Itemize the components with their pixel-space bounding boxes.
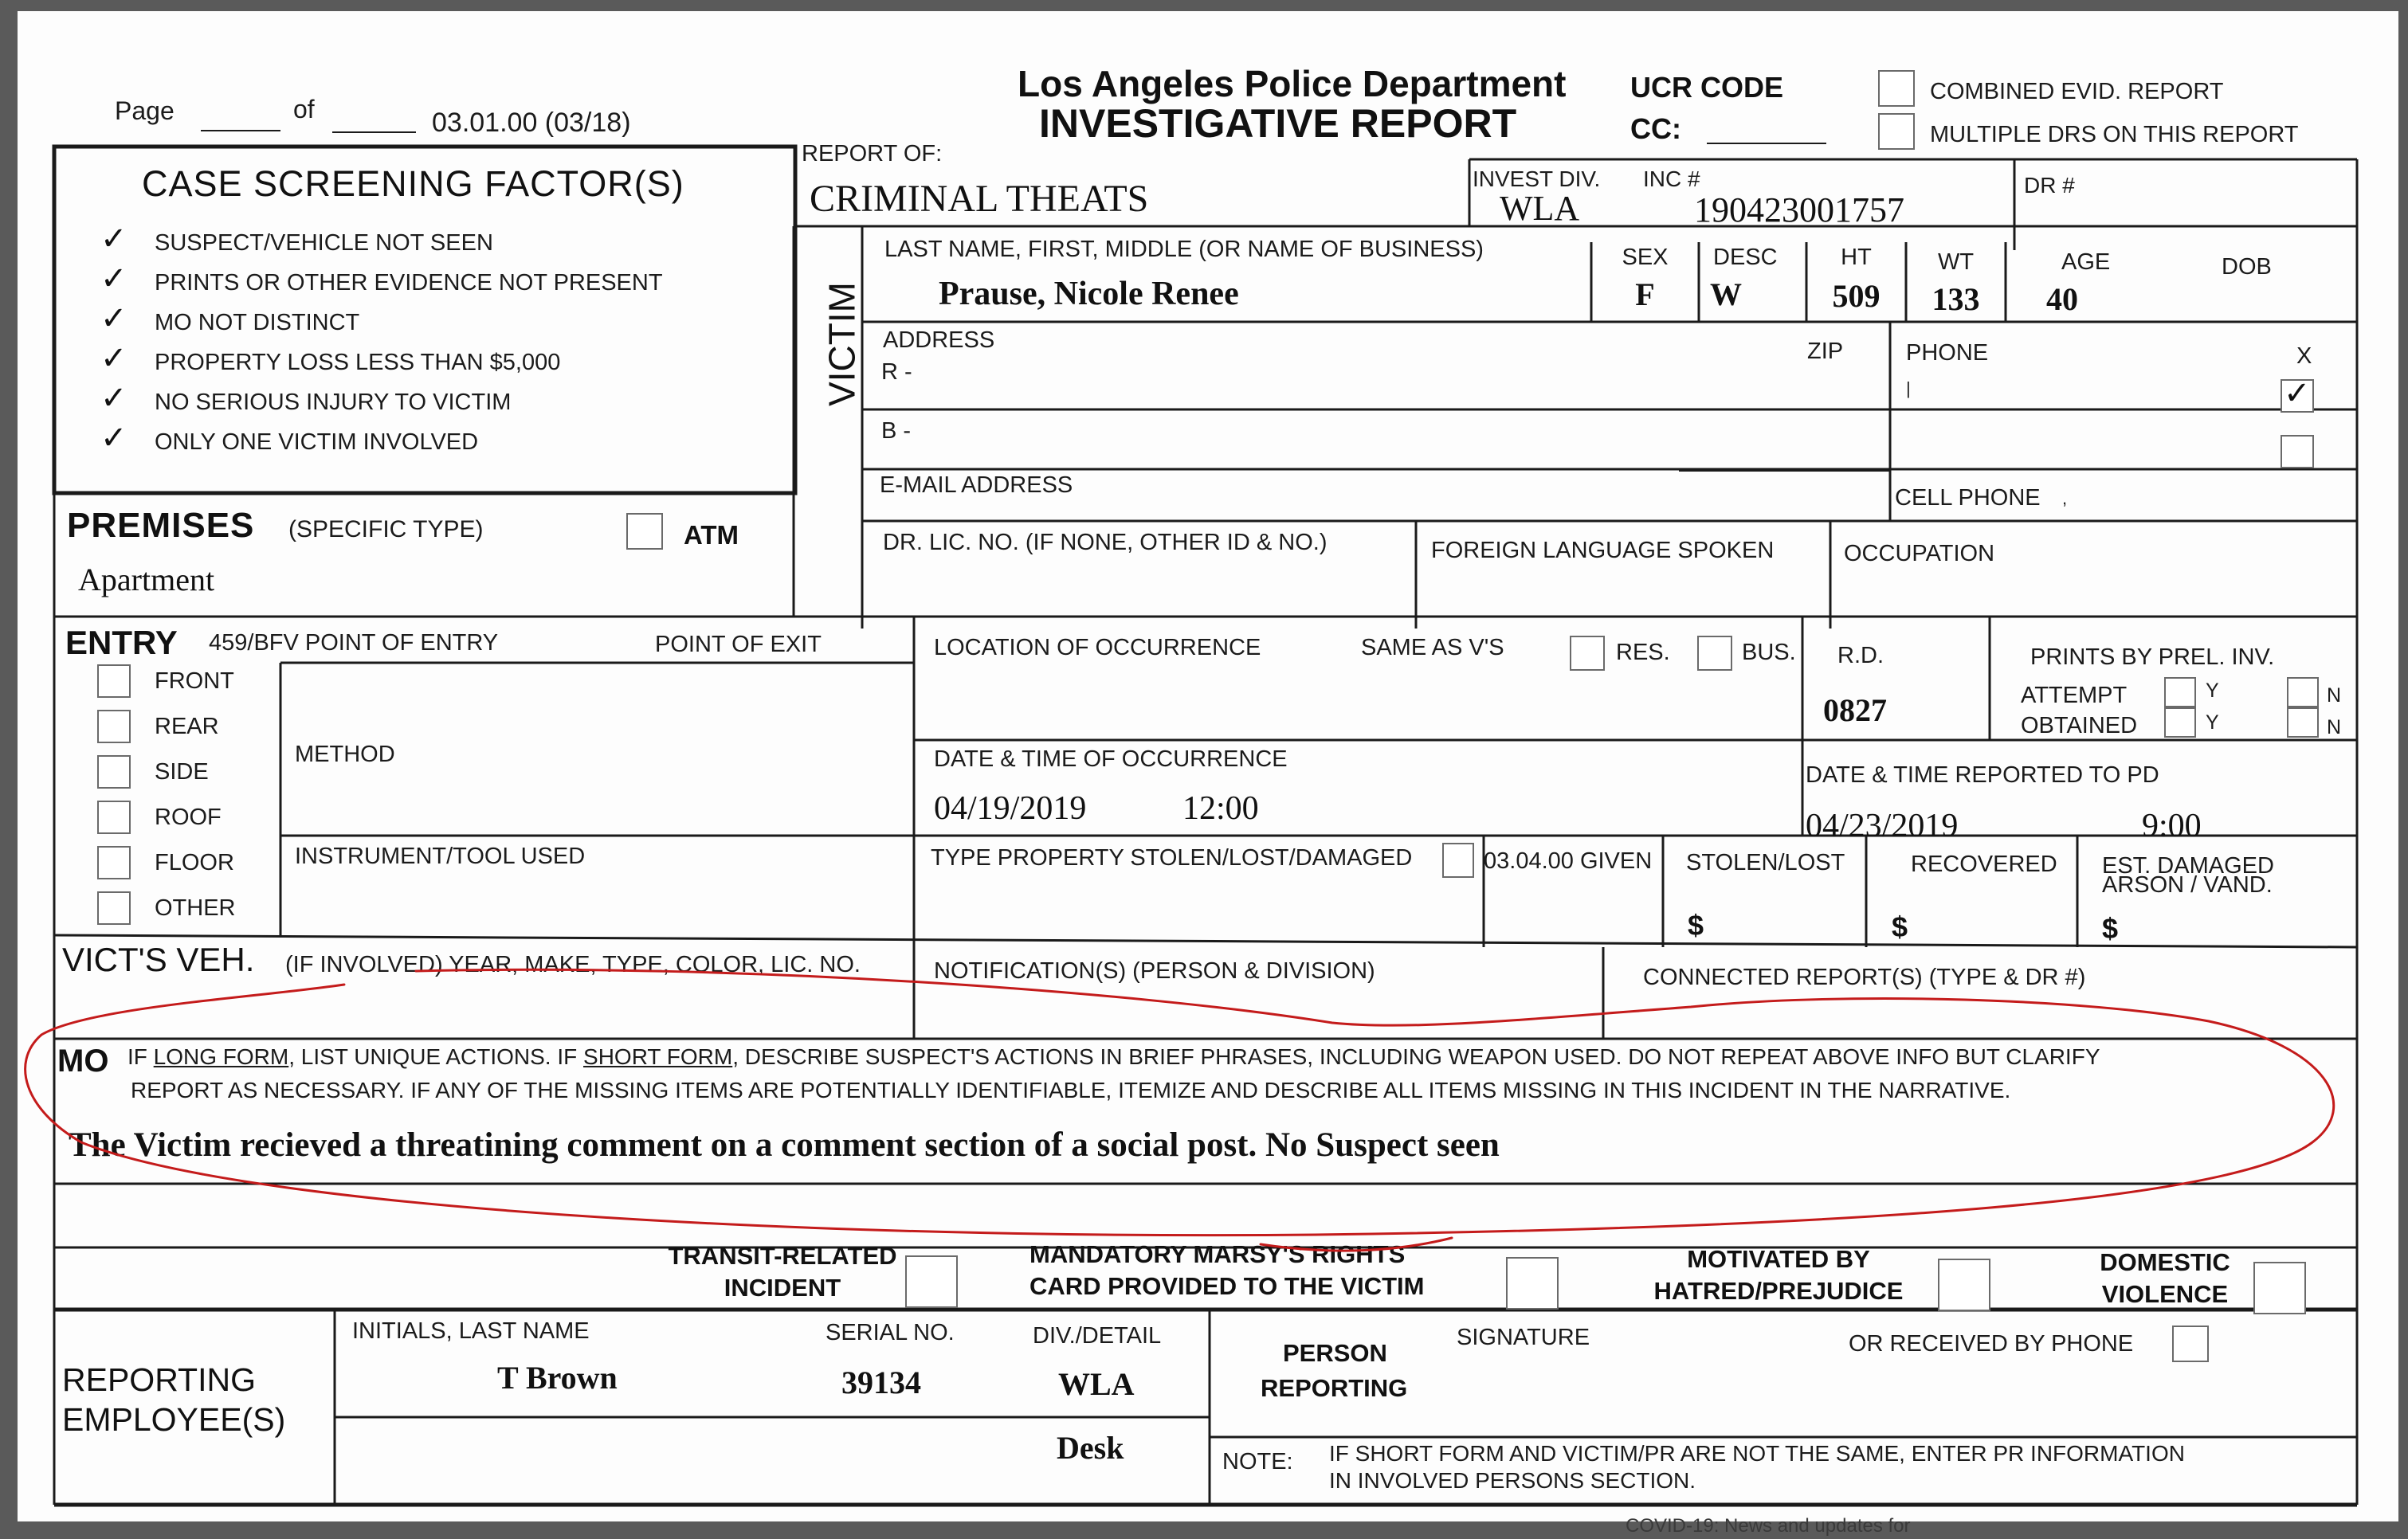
phone-label: PHONE — [1906, 340, 1989, 366]
ht-value: 509 — [1832, 278, 1881, 314]
stolen-lost-label: STOLEN/LOST — [1686, 850, 1845, 875]
attempt-label: ATTEMPT — [2021, 683, 2128, 708]
screening-factor-label: ONLY ONE VICTIM INVOLVED — [155, 429, 479, 455]
same-as-label: SAME AS V'S — [1361, 635, 1504, 660]
phone-value: | — [1906, 378, 1911, 398]
screening-factor-label: PROPERTY LOSS LESS THAN $5,000 — [155, 350, 561, 375]
sex-label: SEX — [1622, 245, 1669, 270]
person-reporting-label-2: REPORTING — [1261, 1374, 1408, 1402]
foreign-language-label: FOREIGN LANGUAGE SPOKEN — [1431, 538, 1775, 563]
report-page — [18, 11, 2398, 1521]
occurrence-date: 04/19/2019 — [934, 790, 1087, 827]
address-b-label: B - — [881, 418, 912, 444]
mo-long-form: LONG FORM — [153, 1044, 289, 1069]
entry-option-label: REAR — [155, 714, 219, 739]
marsys-rights-label-2: CARD PROVIDED TO THE VICTIM — [1029, 1272, 1425, 1300]
cell-phone-label: CELL PHONE — [1895, 485, 2041, 511]
combined-evid-label: COMBINED EVID. REPORT — [1930, 79, 2224, 104]
report-of-value: CRIMINAL THEATS — [810, 178, 1149, 220]
transit-related-label-1: TRANSIT-RELATED — [668, 1242, 897, 1270]
reporting-employee-title-2: EMPLOYEE(S) — [62, 1401, 286, 1438]
victim-name-value: Prause, Nicole Renee — [939, 276, 1239, 312]
screening-factor-label: NO SERIOUS INJURY TO VICTIM — [155, 390, 512, 415]
stolen-currency: $ — [1688, 909, 1704, 942]
mo-text-rest: , DESCRIBE SUSPECT'S ACTIONS IN BRIEF PHRASES, INCLUDING WEAPON USED. DO NOT REPEAT ABOVE INFO BUT CLARIFY — [732, 1044, 2100, 1069]
check-mark-icon: ✓ — [100, 260, 127, 297]
victim-side-label: VICTIM — [821, 282, 863, 406]
marsys-rights-label-1: MANDATORY MARSY'S RIGHTS — [1029, 1240, 1406, 1268]
obtained-n-label: N — [2327, 716, 2342, 738]
prints-label: PRINTS BY PREL. INV. — [2030, 644, 2275, 670]
form-number: 03.01.00 (03/18) — [432, 108, 631, 138]
check-mark-icon: ✓ — [100, 300, 127, 337]
location-label: LOCATION OF OCCURRENCE — [934, 635, 1261, 660]
note-line-1: IF SHORT FORM AND VICTIM/PR ARE NOT THE SAME, ENTER PR INFORMATION — [1329, 1441, 2185, 1466]
note-line-2: IN INVOLVED PERSONS SECTION. — [1329, 1468, 1696, 1493]
address-r-label: R - — [881, 359, 912, 385]
bus-label: BUS. — [1742, 640, 1796, 665]
mo-instructions-line2: REPORT AS NECESSARY. IF ANY OF THE MISSING ITEMS ARE POTENTIALLY IDENTIFIABLE, ITEMIZE AND DESCRIBE ALL ITEMS MISSING IN THIS INCIDENT IN THE NARRATIVE. — [131, 1078, 2011, 1102]
report-title: INVESTIGATIVE REPORT — [1039, 101, 1517, 146]
dr-label: DR # — [2024, 173, 2075, 198]
age-label: AGE — [2061, 249, 2111, 275]
desc-label: DESC — [1713, 245, 1778, 270]
invest-div-label: INVEST DIV. — [1473, 166, 1601, 191]
invest-div-value: WLA — [1500, 189, 1580, 228]
of-label: of — [293, 95, 315, 123]
sex-value: F — [1635, 276, 1655, 312]
hatred-label-2: HATRED/PREJUDICE — [1653, 1277, 1904, 1305]
initials-label: INITIALS, LAST NAME — [352, 1318, 590, 1344]
ucr-code-label: UCR CODE — [1630, 71, 1784, 104]
reporting-employee-title-1: REPORTING — [62, 1361, 256, 1398]
point-of-exit-label: POINT OF EXIT — [655, 632, 822, 657]
entry-option-label: ROOF — [155, 805, 222, 830]
screening-factor-label: SUSPECT/VEHICLE NOT SEEN — [155, 230, 493, 256]
page-label: Page — [115, 96, 175, 125]
premises-value: Apartment — [78, 562, 215, 597]
arson-vand-label: ARSON / VAND. — [2102, 872, 2273, 898]
instrument-label: INSTRUMENT/TOOL USED — [295, 844, 586, 869]
zip-label: ZIP — [1807, 339, 1844, 364]
atm-label: ATM — [684, 520, 739, 550]
mo-text-if: IF — [127, 1044, 147, 1069]
reported-time: 9:00 — [2142, 808, 2202, 844]
desc-value: W — [1710, 276, 1742, 312]
mo-short-form: SHORT FORM — [583, 1044, 733, 1069]
entry-title: ENTRY — [65, 624, 178, 661]
occupation-label: OCCUPATION — [1844, 541, 1995, 566]
mo-narrative: The Victim recieved a threatining comment on a comment section of a social post. No Suspect seen — [69, 1126, 1500, 1164]
mo-text-mid: , LIST UNIQUE ACTIONS. IF — [288, 1044, 578, 1069]
drivers-license-label: DR. LIC. NO. (IF NONE, OTHER ID & NO.) — [883, 530, 1328, 555]
note-label: NOTE: — [1222, 1449, 1293, 1474]
reported-datetime-label: DATE & TIME REPORTED TO PD — [1806, 762, 2159, 788]
method-label: METHOD — [295, 742, 395, 767]
check-mark-icon: ✓ — [100, 221, 127, 257]
entry-option-label: FRONT — [155, 668, 234, 694]
premises-subtitle: (SPECIFIC TYPE) — [288, 516, 484, 542]
entry-option-label: SIDE — [155, 759, 209, 785]
connected-reports-label: CONNECTED REPORT(S) (TYPE & DR #) — [1643, 965, 2086, 990]
attempt-n-label: N — [2327, 684, 2342, 707]
wt-label: WT — [1937, 249, 1975, 275]
reported-date: 04/23/2019 — [1806, 808, 1959, 844]
inc-label: INC # — [1643, 166, 1700, 191]
point-of-entry-label: 459/BFV POINT OF ENTRY — [209, 630, 499, 656]
entry-option-label: FLOOR — [155, 850, 234, 875]
premises-title: PREMISES — [67, 506, 255, 545]
entry-option-label: OTHER — [155, 895, 236, 921]
check-mark-icon: ✓ — [100, 380, 127, 417]
check-mark-icon: ✓ — [100, 340, 127, 377]
est-damaged-label: EST. DAMAGED — [2102, 853, 2274, 879]
occurrence-time: 12:00 — [1182, 790, 1259, 827]
occurrence-datetime-label: DATE & TIME OF OCCURRENCE — [934, 746, 1288, 772]
multiple-drs-label: MULTIPLE DRS ON THIS REPORT — [1930, 122, 2299, 147]
vehicle-subtitle: (IF INVOLVED) YEAR, MAKE, TYPE, COLOR, LIC. NO. — [285, 952, 861, 977]
inc-number: 190423001757 — [1694, 190, 1904, 229]
person-reporting-label-1: PERSON — [1283, 1339, 1387, 1367]
serial-label: SERIAL NO. — [826, 1320, 955, 1345]
wt-value: 133 — [1931, 281, 1980, 317]
department-name: Los Angeles Police Department — [1018, 63, 1567, 104]
recovered-currency: $ — [1892, 910, 1908, 943]
obtained-label: OBTAINED — [2021, 713, 2138, 738]
notification-label: NOTIFICATION(S) (PERSON & DIVISION) — [934, 958, 1375, 984]
serial-value: 39134 — [841, 1365, 921, 1400]
employee-name: T Brown — [497, 1360, 618, 1396]
res-label: RES. — [1616, 640, 1670, 665]
email-label: E-MAIL ADDRESS — [880, 472, 1073, 498]
case-screening-title: CASE SCREENING FACTOR(S) — [142, 163, 684, 204]
address-label: ADDRESS — [883, 327, 995, 353]
signature-label: SIGNATURE — [1457, 1325, 1590, 1350]
ht-label: HT — [1841, 245, 1872, 270]
given-label: 03.04.00 GIVEN — [1484, 848, 1653, 874]
rd-label: R.D. — [1837, 643, 1884, 668]
div-value: WLA — [1058, 1366, 1135, 1402]
vehicle-title: VICT'S VEH. — [62, 941, 255, 978]
property-type-label: TYPE PROPERTY STOLEN/LOST/DAMAGED — [931, 845, 1413, 871]
phone-x-label: X — [2296, 343, 2312, 369]
domestic-violence-label-2: VIOLENCE — [2101, 1280, 2229, 1308]
div-detail-label: DIV./DETAIL — [1033, 1323, 1162, 1349]
cell-phone-value: , — [2062, 488, 2068, 508]
victim-name-label: LAST NAME, FIRST, MIDDLE (OR NAME OF BUSINESS) — [884, 237, 1484, 262]
screening-factor-label: MO NOT DISTINCT — [155, 310, 360, 335]
age-value: 40 — [2046, 281, 2078, 317]
covid-news-link[interactable]: COVID-19: News and updates for — [1626, 1515, 1911, 1537]
received-by-phone-label: OR RECEIVED BY PHONE — [1849, 1331, 2134, 1357]
detail-value: Desk — [1057, 1430, 1124, 1466]
mo-title: MO — [57, 1044, 109, 1079]
domestic-violence-label-1: DOMESTIC — [2100, 1248, 2230, 1276]
damaged-currency: $ — [2102, 912, 2119, 945]
attempt-y-label: Y — [2206, 679, 2219, 702]
obtained-y-label: Y — [2206, 711, 2219, 734]
dob-label: DOB — [2222, 254, 2272, 280]
screening-factor-label: PRINTS OR OTHER EVIDENCE NOT PRESENT — [155, 270, 663, 296]
check-mark-icon: ✓ — [2284, 375, 2311, 412]
hatred-label-1: MOTIVATED BY — [1687, 1245, 1870, 1273]
cc-label: CC: — [1630, 112, 1681, 145]
transit-related-label-2: INCIDENT — [724, 1274, 841, 1302]
check-mark-icon: ✓ — [100, 420, 127, 456]
red-ink-annotation — [18, 11, 2398, 1521]
recovered-label: RECOVERED — [1911, 852, 2057, 877]
report-of-label: REPORT OF: — [802, 141, 943, 166]
rd-value: 0827 — [1823, 692, 1887, 728]
